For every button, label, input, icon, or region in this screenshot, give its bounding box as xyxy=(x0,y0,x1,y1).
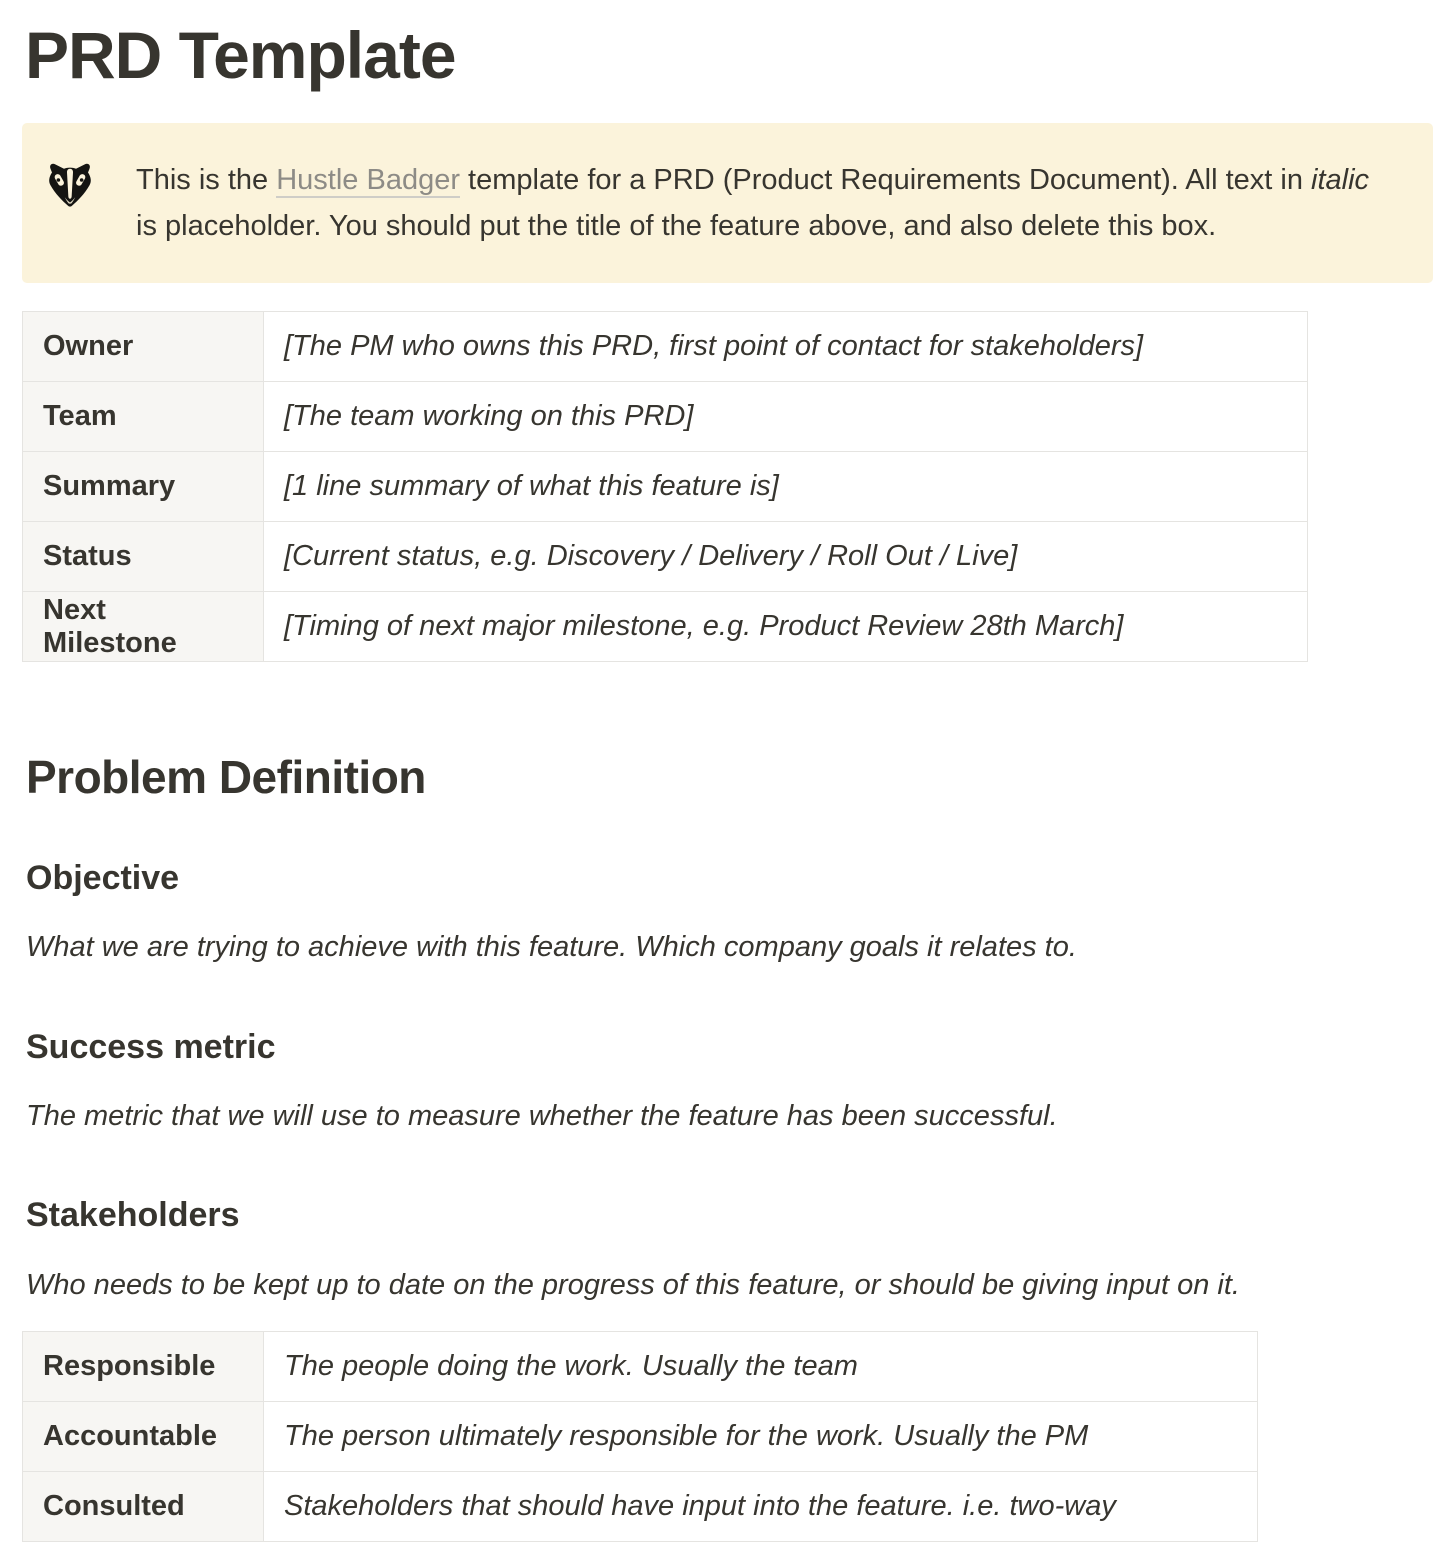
row-label: Next Milestone xyxy=(23,592,264,662)
row-label: Summary xyxy=(23,452,264,522)
callout-note xyxy=(22,123,1433,283)
table-row-owner xyxy=(23,312,1308,382)
row-value: [1 line summary of what this feature is] xyxy=(264,452,1308,522)
row-label: Status xyxy=(23,522,264,592)
callout-text xyxy=(136,157,1393,249)
table-row-next-milestone xyxy=(23,592,1308,662)
table-row-responsible xyxy=(23,1332,1258,1402)
table-row-team xyxy=(23,382,1308,452)
table-row-status xyxy=(23,522,1308,592)
row-value: Stakeholders that should have input into the feature. i.e. two-way xyxy=(264,1472,1258,1542)
table-row-consulted xyxy=(23,1472,1258,1542)
heading-problem-definition: Problem Definition xyxy=(26,751,426,804)
row-value: The people doing the work. Usually the team xyxy=(264,1332,1258,1402)
row-label: Consulted xyxy=(23,1472,264,1542)
row-label: Responsible xyxy=(23,1332,264,1402)
row-value: [The PM who owns this PRD, first point of contact for stakeholders] xyxy=(264,312,1308,382)
success-metric-description: The metric that we will use to measure whether the feature has been successful. xyxy=(26,1099,1058,1132)
row-value: [Current status, e.g. Discovery / Delivery / Roll Out / Live] xyxy=(264,522,1308,592)
row-value: [The team working on this PRD] xyxy=(264,382,1308,452)
heading-objective: Objective xyxy=(26,858,180,897)
row-label: Accountable xyxy=(23,1402,264,1472)
table-row-summary xyxy=(23,452,1308,522)
callout-text-part: This is the xyxy=(136,164,277,197)
stakeholders-table xyxy=(22,1331,1258,1542)
hustle-badger-link[interactable]: Hustle Badger xyxy=(276,164,460,197)
callout-text-part: template for a PRD (Product Requirements Document). All text in xyxy=(460,164,1312,197)
objective-description: What we are trying to achieve with this feature. Which company goals it relates to. xyxy=(26,931,1077,964)
row-value: The person ultimately responsible for the work. Usually the PM xyxy=(264,1402,1258,1472)
row-label: Owner xyxy=(23,312,264,382)
badger-icon xyxy=(46,159,94,213)
row-value: [Timing of next major milestone, e.g. Product Review 28th March] xyxy=(264,592,1308,662)
callout-italic-word: italic xyxy=(1311,164,1370,197)
heading-stakeholders: Stakeholders xyxy=(26,1196,240,1235)
heading-success-metric: Success metric xyxy=(26,1027,276,1066)
prd-meta-table xyxy=(22,311,1308,662)
table-row-accountable xyxy=(23,1402,1258,1472)
stakeholders-description: Who needs to be kept up to date on the progress of this feature, or should be giving input on it. xyxy=(26,1268,1240,1301)
callout-text-part: is placeholder. You should put the title of the feature above, and also delete this box. xyxy=(136,210,1217,243)
row-label: Team xyxy=(23,382,264,452)
page-title: PRD Template xyxy=(25,18,456,92)
